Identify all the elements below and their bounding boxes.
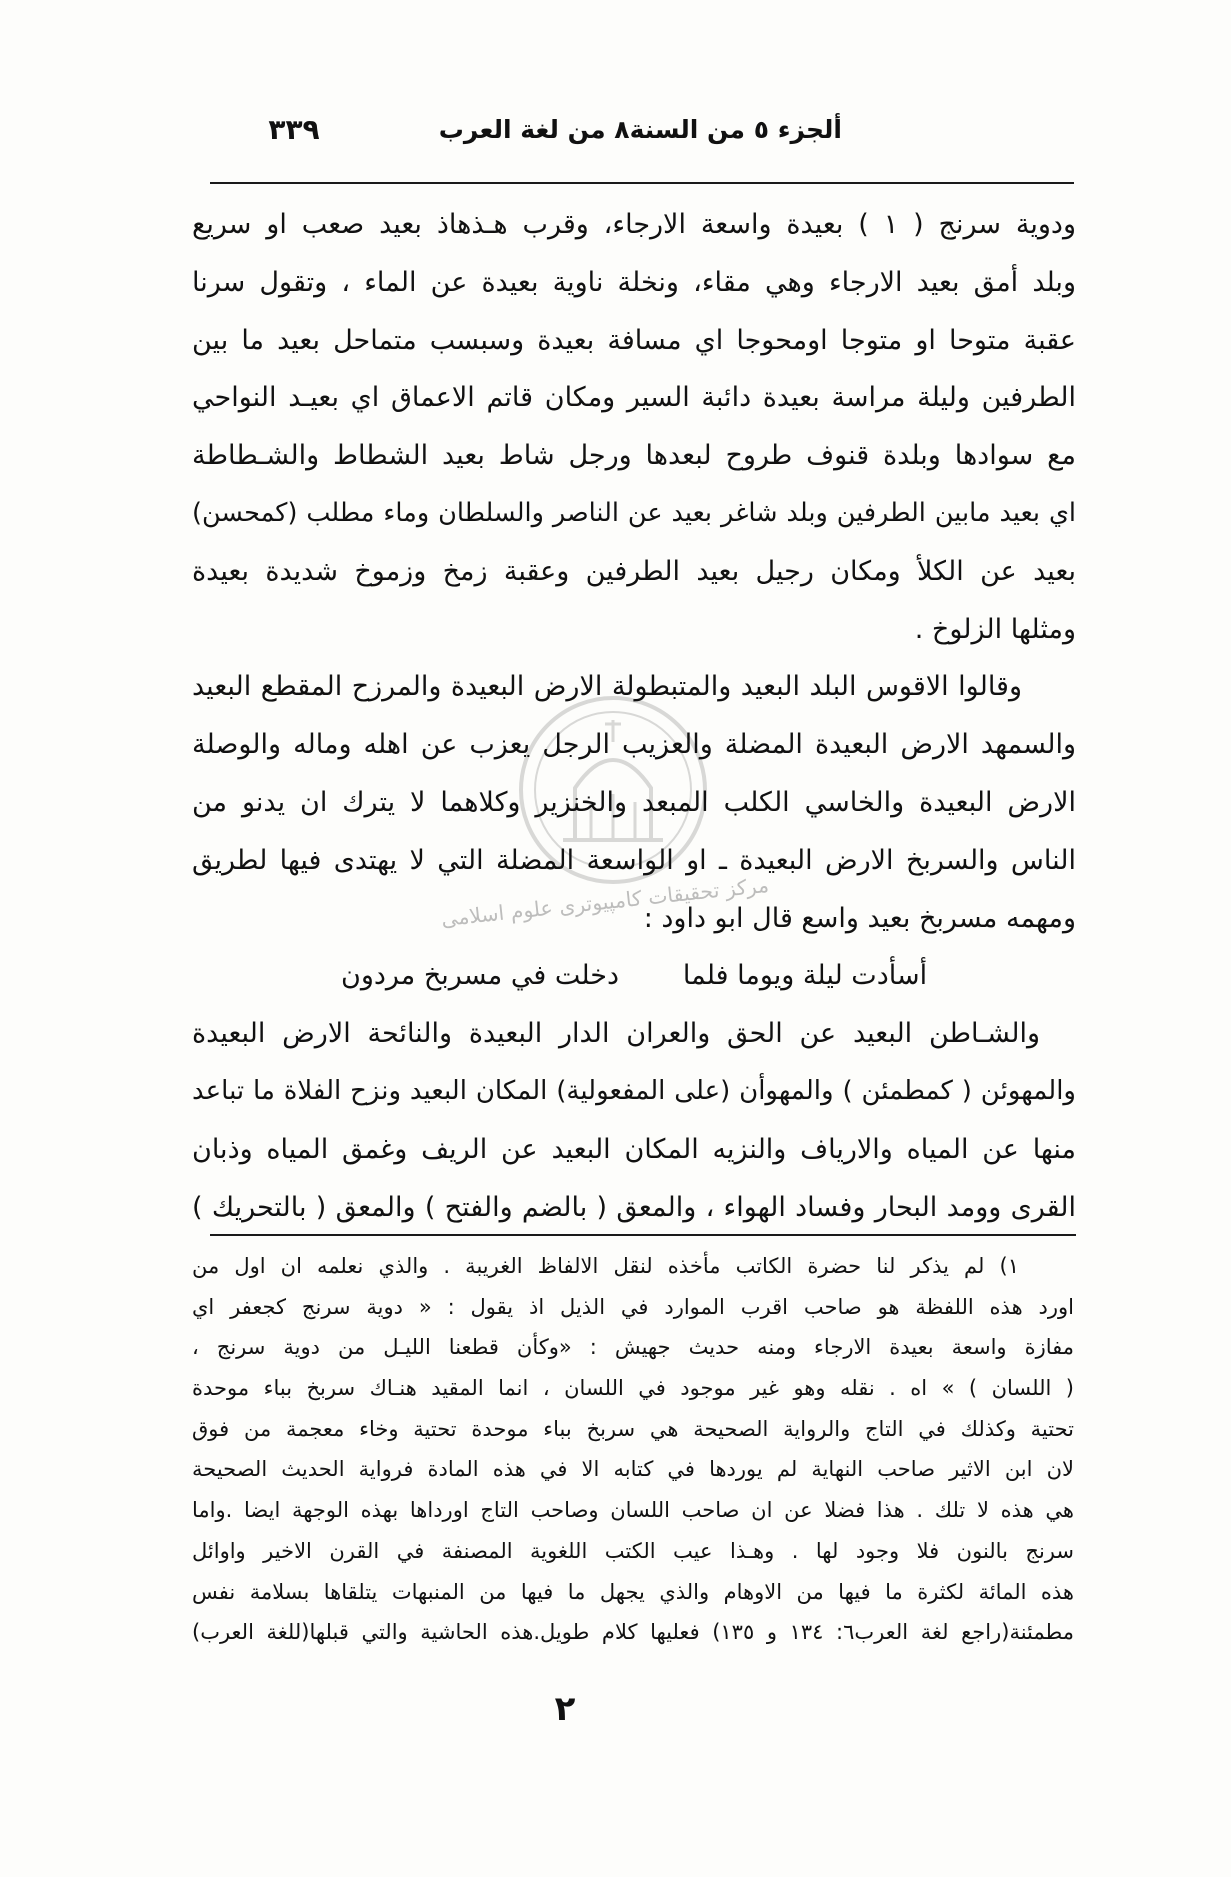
footnote-line: هذه المائة لكثرة ما فيها من الاوهام والذي يجهل ما فيها من المنبهات يتلقاها بسلامة نفس bbox=[192, 1579, 1074, 1604]
footnote-line: لان ابن الاثير صاحب النهاية لم يوردها في كتابه الا في هذه المادة فرواية الحديث الصحيحة bbox=[192, 1457, 1074, 1482]
footnote-line: مفازة واسعة بعيدة الارجاء ومنه حديث جهيش : «وكأن قطعنا الليـل من دوية سرنج ، bbox=[192, 1335, 1074, 1360]
poetry-verse bbox=[192, 947, 1076, 1005]
watermark-text: مرکز تحقیقات کامپیوتری علوم اسلامی bbox=[439, 872, 771, 932]
body-line: والمهوئن ( كمطمئن ) والمهوأن (على المفعولية) المكان البعيد ونزح الفلاة ما تباعد bbox=[192, 1075, 1076, 1106]
body-line: ومهمه مسربخ بعيد واسع قال ابو داود : bbox=[643, 902, 1076, 934]
footnote-line: هي هذه لا تلك . هذا فضلا عن ان صاحب اللسان وصاحب التاج اورداها بهذه الوجهة ايضا .واما bbox=[192, 1498, 1074, 1523]
verse-first-hemistich: أسأدت ليلة ويوما فلما bbox=[682, 960, 928, 992]
page-number: ٣٣٩ bbox=[268, 113, 320, 146]
body-line: الناس والسربخ الارض البعيدة ـ او الواسعة المضلة التي لا يهتدى فيها لطريق bbox=[192, 844, 1076, 876]
body-line: وبلد أمق بعيد الارجاء وهي مقاء، ونخلة ناوية بعيدة عن الماء ، وتقول سرنا bbox=[192, 266, 1076, 298]
body-line: عقبة متوحا او متوجا اومحوجا اي مسافة بعيدة وسبسب متماحل بعيد ما بين bbox=[192, 324, 1076, 356]
body-line: اي بعيد مابين الطرفين وبلد شاغر بعيد عن الناصر والسلطان وماء مطلب (كمحسن) bbox=[192, 497, 1076, 528]
verse-second-hemistich: دخلت في مسربخ مردون bbox=[341, 960, 619, 992]
body-line: القرى وومد البحار وفساد الهواء ، والمعق ( بالضم والفتح ) والمعق ( بالتحريك ) bbox=[192, 1191, 1076, 1223]
running-header-title: ألجزء ٥ من السنة٨ من لغة العرب bbox=[438, 115, 842, 144]
main-text bbox=[192, 196, 1076, 1236]
body-line: مع سوادها وبلدة قنوف طروح لبعدها ورجل شاط بعيد الشطاط والشـطاطة bbox=[192, 440, 1076, 472]
footnotes bbox=[192, 1246, 1074, 1653]
footnote-line: سرنج بالنون فلا وجود لها . وهـذا عيب الكتب اللغوية المصنفة في القرن الاخير واوائل bbox=[192, 1538, 1074, 1563]
body-line: ودوية سرنج ( ١ ) بعيدة واسعة الارجاء، وقرب هـذهاذ بعيد صعب او سريع bbox=[192, 209, 1076, 240]
footnote-line: تحتية وكذلك في التاج والرواية الصحيحة هي سربخ بباء موحدة تحتية وخاء معجمة من فوق bbox=[192, 1416, 1074, 1441]
body-line: والشـاطن البعيد عن الحق والعران الدار البعيدة والنائحة الارض البعيدة bbox=[192, 1018, 1040, 1050]
footnote-line: ( اللسان ) » اه . نقله وهو غير موجود في اللسان ، انما المقيد هنـاك سربخ بباء موحدة bbox=[192, 1376, 1074, 1401]
header-rule bbox=[210, 182, 1074, 184]
footnote-line: اورد هذه اللفظة هو صاحب اقرب الموارد في الذيل اذ يقول : « دوية سرنج كجعفر اي bbox=[192, 1294, 1074, 1319]
footnote-line: ١) لم يذكر لنا حضرة الكاتب مأخذه لنقل الالفاظ الغريبة . والذي نعلمه ان اول من bbox=[192, 1254, 1019, 1278]
body-line: الارض البعيدة والخاسي الكلب المبعد والخنزير وكلاهما لا يترك ان يدنو من bbox=[192, 786, 1076, 818]
signature-mark: ٢ bbox=[554, 1689, 576, 1729]
footnote-rule bbox=[210, 1234, 1076, 1236]
body-line: بعيد عن الكلأ ومكان رجيل بعيد الطرفين وعقبة زمخ وزموخ شديدة بعيدة bbox=[192, 555, 1076, 587]
body-line: وقالوا الاقوس البلد البعيد والمتبطولة الارض البعيدة والمرزح المقطع البعيد bbox=[192, 671, 1022, 703]
body-line: الطرفين وليلة مراسة بعيدة دائبة السير ومكان قاتم الاعماق اي بعيـد النواحي bbox=[192, 382, 1076, 414]
body-line: ومثلها الزلوخ . bbox=[914, 613, 1076, 645]
footnote-line: مطمئنة(راجع لغة العرب٦: ١٣٤ و ١٣٥) فعليها كلام طويل.هذه الحاشية والتي قبلها(للغة العرب) bbox=[192, 1620, 1074, 1645]
body-line: منها عن المياه والارياف والنزيه المكان البعيد عن الريف وغمق المياه وذبان bbox=[192, 1133, 1076, 1165]
body-line: والسمهد الارض البعيدة المضلة والعزيب الرجل يعزب عن اهله وماله والوصلة bbox=[192, 729, 1076, 761]
